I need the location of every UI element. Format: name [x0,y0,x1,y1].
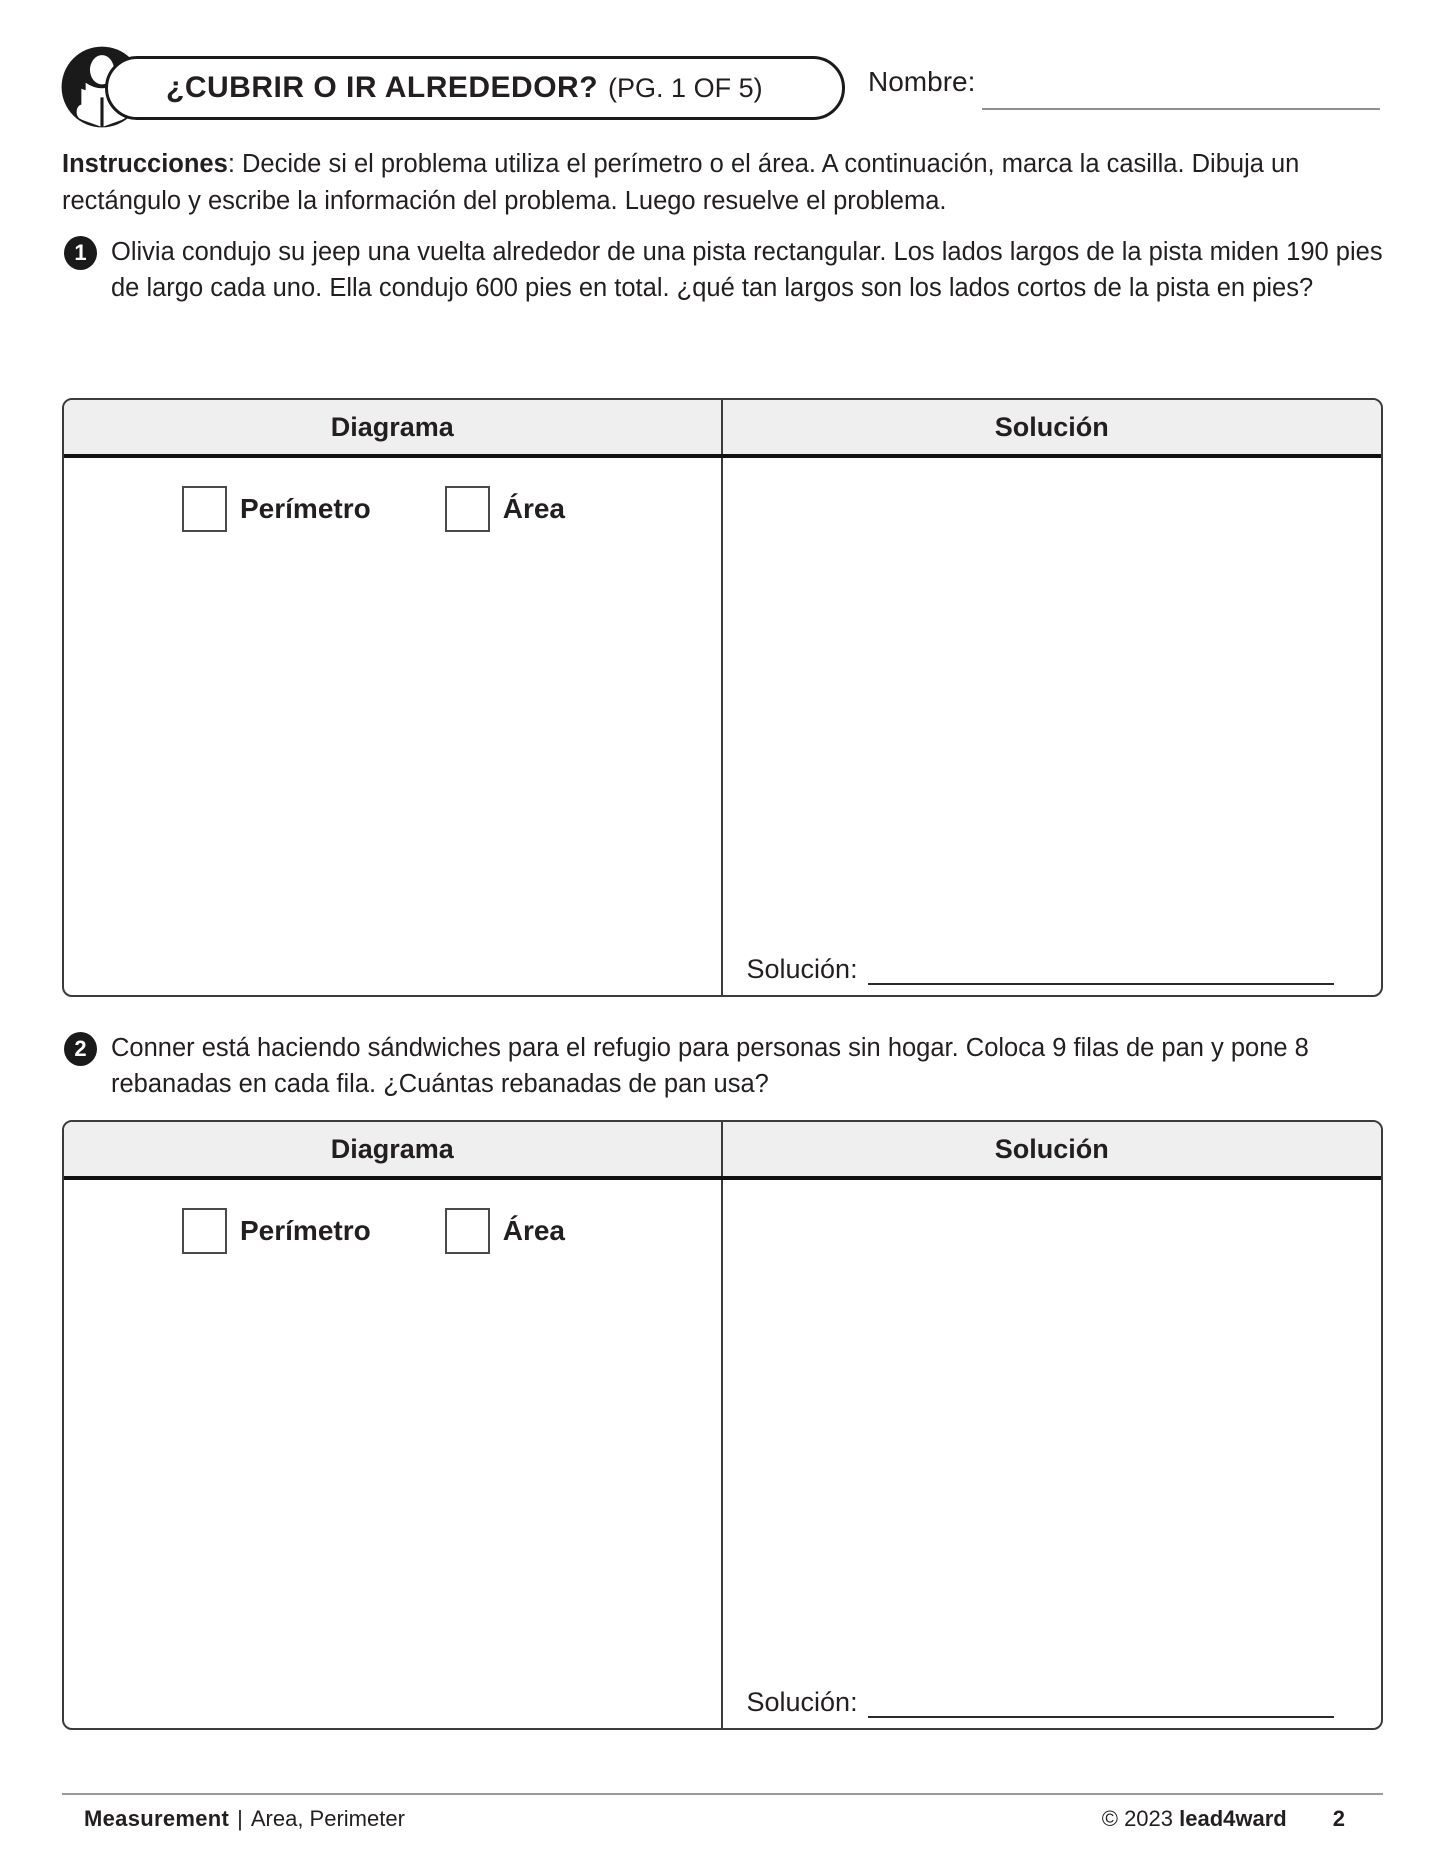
perimeter-label: Perímetro [240,493,371,524]
diagram-cell [64,458,723,995]
problem-1-text: Olivia condujo su jeep una vuelta alrededor de una pista rectangular. Los lados largos de la pista miden 190 pies de largo cada uno. Ella condujo 600 pies en total. ¿qué tan largos son los lados cortos de la pista en pies? [111,238,1383,302]
footer-rule [62,1793,1383,1795]
problem-2 [64,1030,1386,1102]
page-title: ¿CUBRIR O IR ALREDEDOR? [166,71,599,104]
footer-left [84,1806,405,1832]
solution-cell [723,1180,1382,1728]
footer-separator: | [237,1806,243,1831]
table-header-row [64,400,1381,458]
solution-row [747,953,1335,985]
footer-brand: lead4ward [1179,1806,1287,1831]
instructions [62,146,1362,220]
title-pill [105,56,845,120]
instructions-label: Instrucciones [62,150,228,178]
title-page-indicator: (PG. 1 OF 5) [608,72,763,103]
name-blank-line[interactable] [982,108,1380,110]
area-label: Área [502,1215,565,1246]
solution-cell [723,458,1382,995]
diagram-cell [64,1180,723,1728]
solution-blank-line[interactable] [868,953,1334,985]
footer-topic: Area, Perimeter [250,1806,405,1831]
problem-1 [64,234,1386,306]
solution-label: Solución: [746,1687,858,1717]
checkbox-row [182,486,565,532]
area-checkbox[interactable] [445,486,490,532]
name-label: Nombre: [868,66,976,97]
area-label: Área [502,493,565,524]
problem-1-number-badge: 1 [64,236,97,270]
perimeter-label: Perímetro [240,1215,371,1246]
table-header-diagram: Diagrama [64,1122,723,1176]
footer-category: Measurement [84,1806,230,1831]
table-header-diagram: Diagrama [64,400,723,454]
problem-2-text: Conner está haciendo sándwiches para el refugio para personas sin hogar. Coloca 9 filas de pan y pone 8 rebanadas en cada fila. ¿Cuántas rebanadas de pan usa? [111,1034,1309,1098]
table-body-row [64,458,1381,995]
table-header-solution: Solución [994,411,1109,442]
instructions-text: : Decide si el problema utiliza el perímetro o el área. A continuación, marca la casilla. Dibuja un rectángulo y escribe la información del problema. Luego resuelve el problema. [62,150,1300,215]
solution-row [747,1686,1335,1718]
problem-2-number-badge: 2 [64,1032,97,1066]
checkbox-row [182,1208,565,1254]
footer-right [1102,1806,1345,1832]
problem-1-table [62,398,1383,997]
table-header-solution: Solución [994,1133,1109,1164]
table-body-row [64,1180,1381,1728]
area-checkbox[interactable] [445,1208,490,1254]
footer-copyright: © 2023 lead4ward [1101,1806,1287,1831]
problem-2-table [62,1120,1383,1730]
perimeter-checkbox[interactable] [182,486,227,532]
solution-blank-line[interactable] [868,1686,1334,1718]
perimeter-checkbox[interactable] [182,1208,227,1254]
footer-page-number: 2 [1332,1806,1345,1831]
table-header-row [64,1122,1381,1180]
solution-label: Solución: [746,954,858,984]
